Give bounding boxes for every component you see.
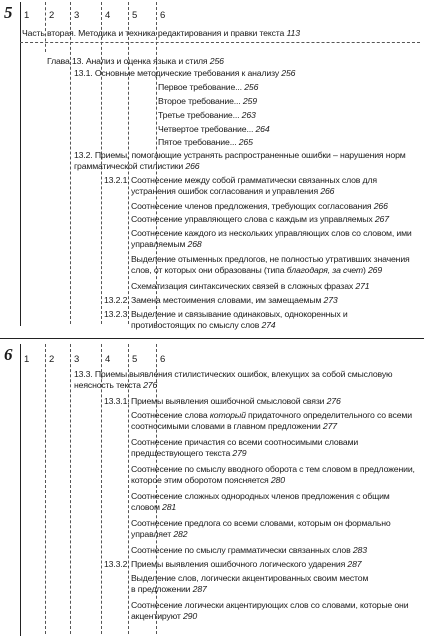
column-header-4: 4 bbox=[105, 10, 111, 21]
toc-entry: Соотнесение управляющего слова с каждым из управляемых 267 bbox=[131, 214, 389, 224]
column-header-1: 1 bbox=[24, 354, 30, 365]
section-number: 5 bbox=[4, 3, 13, 22]
column-header-4: 4 bbox=[105, 354, 111, 365]
toc-entry: Схематизация синтаксических связей в сложных фразах 271 bbox=[131, 281, 370, 291]
column-header-6: 6 bbox=[160, 10, 166, 21]
toc-entry: Выделение слов, логически акцентированных своим местом в предложении 287 bbox=[131, 573, 369, 594]
toc-subsection-number: 13.3.2. bbox=[104, 559, 130, 569]
toc-entry: Замена местоимения словами, им замещаемым 273 bbox=[131, 295, 338, 305]
column-header-6: 6 bbox=[160, 354, 166, 365]
toc-entry: Часть вторая. Методика и техника редактирования и правки текста 113 bbox=[22, 28, 300, 38]
toc-entry: Соотнесение по смыслу вводного оборота с тем словом в предложении, которое этим оборотом поясняется 280 bbox=[131, 464, 415, 485]
toc-entry: Соотнесение предлога со всеми словами, которым он формально управляет 282 bbox=[131, 518, 391, 539]
section-number: 6 bbox=[4, 345, 13, 364]
row-divider bbox=[20, 42, 420, 43]
toc-entry: Первое требование... 256 bbox=[158, 82, 259, 92]
toc-subsection-number: 13.2.3. bbox=[104, 309, 130, 319]
toc-entry: Приемы выявления ошибочной смысловой связи 276 bbox=[131, 396, 341, 406]
toc-entry: Соотнесение сложных однородных членов предложения с общим словом 281 bbox=[131, 491, 390, 512]
toc-entry: Соотнесение членов предложения, требующих согласования 266 bbox=[131, 201, 388, 211]
toc-entry: Выделение и связывание одинаковых, однокоренных и противостоящих по смыслу слов 274 bbox=[131, 309, 348, 330]
column-header-5: 5 bbox=[132, 354, 138, 365]
column-header-3: 3 bbox=[74, 354, 80, 365]
column-header-5: 5 bbox=[132, 10, 138, 21]
toc-entry: Соотнесение логически акцентирующих слов со словами, которые они акцентируют 290 bbox=[131, 600, 409, 621]
toc-entry: Соотнесение каждого из нескольких управляющих слов со словом, ими управляемым 268 bbox=[131, 228, 412, 249]
column-divider bbox=[45, 344, 46, 634]
column-header-2: 2 bbox=[49, 354, 55, 365]
block-separator bbox=[0, 338, 424, 339]
column-divider bbox=[45, 2, 46, 52]
column-divider bbox=[70, 2, 71, 324]
toc-entry: Второе требование... 259 bbox=[158, 96, 257, 106]
toc-subsection-number: 13.3.1. bbox=[104, 396, 130, 406]
table-border-left bbox=[20, 2, 21, 326]
toc-entry: Соотнесение между собой грамматически связанных слов для устранения ошибок согласования и управления 266 bbox=[131, 175, 377, 196]
column-header-2: 2 bbox=[49, 10, 55, 21]
toc-entry: Третье требование... 263 bbox=[158, 110, 256, 120]
toc-entry: 13.1. Основные методические требования к анализу 256 bbox=[74, 68, 296, 78]
table-border-left bbox=[20, 344, 21, 636]
toc-entry: Приемы выявления ошибочного логического ударения 287 bbox=[131, 559, 362, 569]
toc-entry: Соотнесение причастия со всеми соотносимыми словами предшествующего текста 279 bbox=[131, 437, 359, 458]
toc-entry: Пятое требование... 265 bbox=[158, 137, 253, 147]
toc-entry: Соотнесение слова который придаточного определительного со всеми соотносимыми словами в главном предложении 277 bbox=[131, 410, 412, 431]
toc-entry: Соотнесение по смыслу грамматически связанных слов 283 bbox=[131, 545, 367, 555]
column-divider bbox=[70, 344, 71, 634]
toc-entry: Выделение отыменных предлогов, не полностью утративших значения слов, от которых они образованы (типа благодаря, за счет) 269 bbox=[131, 254, 410, 275]
toc-entry: Глава 13. Анализ и оценка языка и стиля 256 bbox=[47, 56, 224, 66]
toc-entry: 13.3. Приемы выявления стилистических ошибок, влекущих за собой смысловую неясность текста 276 bbox=[74, 369, 393, 390]
toc-entry: Четвертое требование... 264 bbox=[158, 124, 270, 134]
column-header-3: 3 bbox=[74, 10, 80, 21]
toc-subsection-number: 13.2.1. bbox=[104, 175, 130, 185]
toc-entry: 13.2. Приемы, помогающие устранять распространенные ошибки – нарушения норм грамматической стилистики 266 bbox=[74, 150, 406, 171]
column-header-1: 1 bbox=[24, 10, 30, 21]
toc-subsection-number: 13.2.2. bbox=[104, 295, 130, 305]
